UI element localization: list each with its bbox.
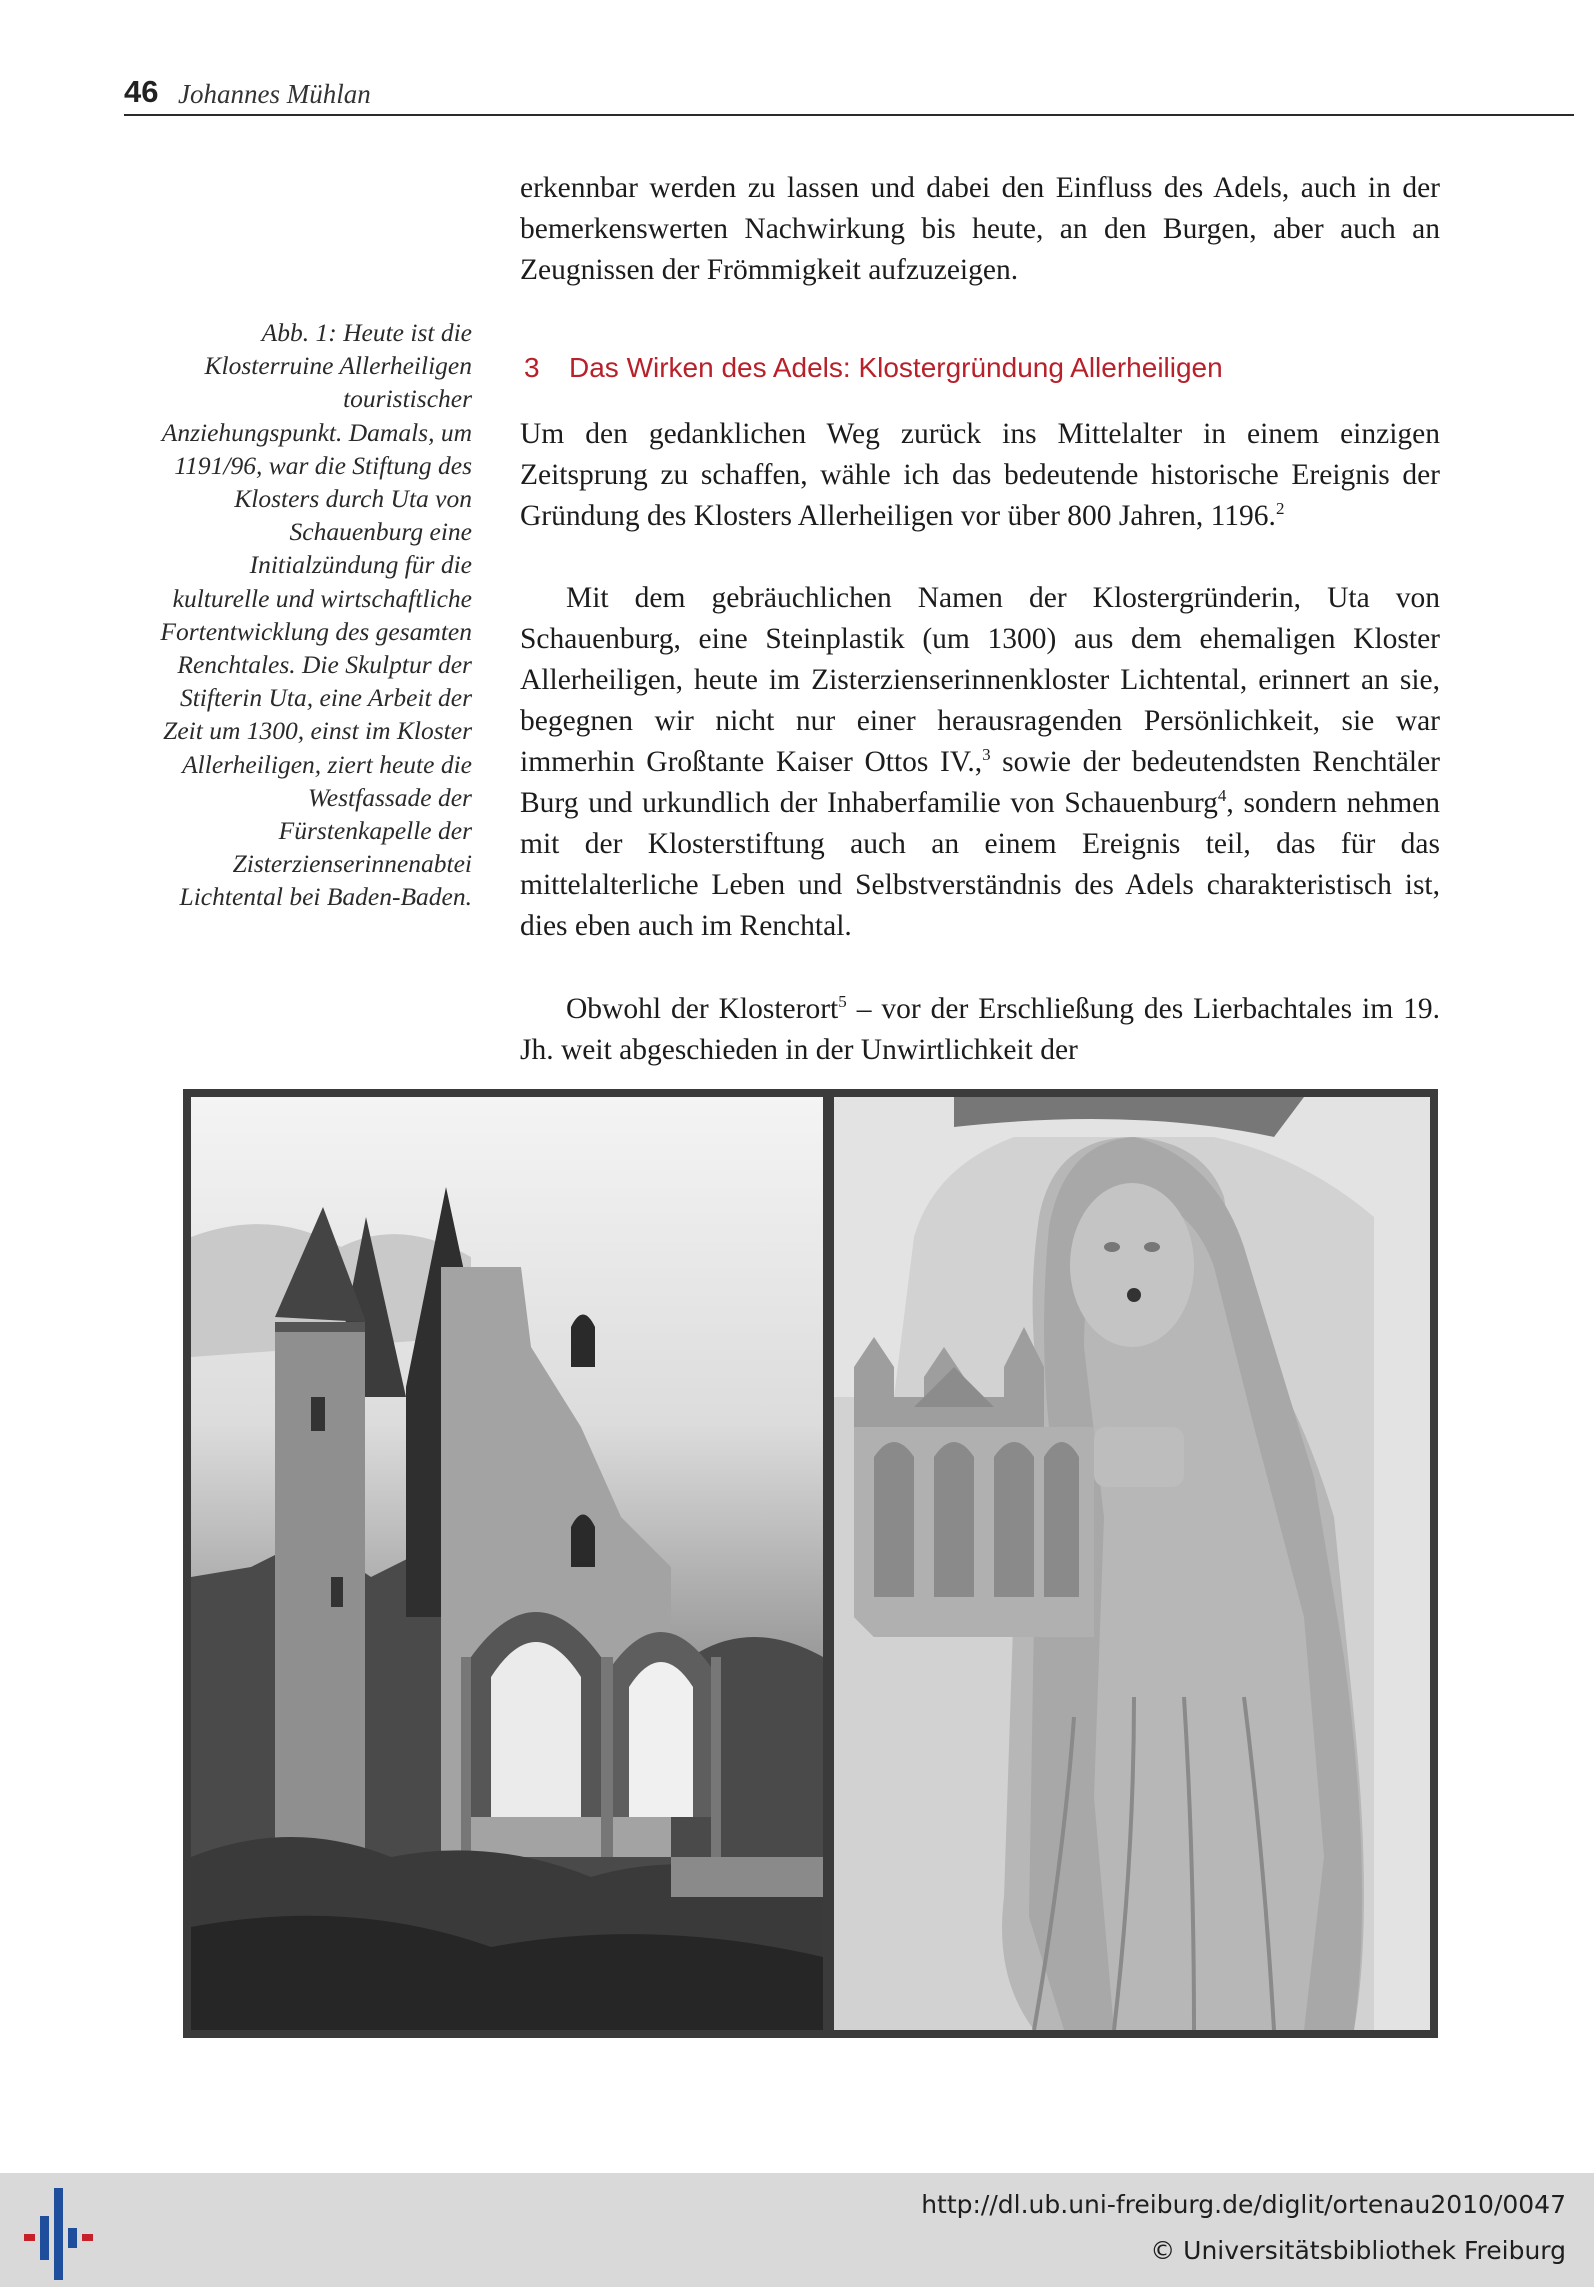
body-paragraph-1 [520, 414, 1440, 537]
photo-monastery-ruin [191, 1097, 823, 2030]
header-rule [124, 114, 1574, 116]
figure-abb-1 [183, 1089, 1438, 2038]
section-number: 3 [524, 352, 540, 383]
page-number: 46 [124, 74, 159, 109]
intro-text: erkennbar werden zu lassen und dabei den Einfluss des Adels, auch in der bemerkenswerten Nachwirkung bis heute, an den Burgen, aber auch an Zeugnissen der Frömmigkeit aufzuzeigen. [520, 172, 1440, 286]
footnote-ref-5[interactable]: 5 [838, 992, 847, 1011]
paragraph-2-text-a: Mit dem gebräuchlichen Namen der Klostergründerin, Uta von Schauenburg, eine Steinplastik (um 1300) aus dem ehemaligen Kloster Allerheiligen, heute im Zisterzienserinnenkloster Lichtental, erinnert an sie, begegnen wir nicht nur einer herausragenden Persönlichkeit, sie war immerhin Großtante Kaiser Ottos IV., [520, 582, 1440, 778]
paragraph-2-text-b: sowie der bedeutendsten Renchtäler Burg und urkundlich der Inhaberfamilie von Schauenburg [520, 746, 1440, 819]
body-paragraph-3 [520, 989, 1440, 1071]
figure-caption: Abb. 1: Heute ist die Klosterruine Allerheiligen touristischer Anziehungspunkt. Damals, um 1191/96, war die Stiftung des Klosters durch Uta von Schauenburg eine Initialzündung für die kulturelle und wirtschaftliche Fortentwicklung des gesamten Renchtales. Die Skulptur der Stifterin Uta, eine Arbeit der Zeit um 1300, einst im Kloster Allerheiligen, ziert heute die Westfassade der Fürstenkapelle der Zisterzienserinnenabtei Lichtental bei Baden-Baden. [160, 318, 472, 912]
footnote-ref-2[interactable]: 2 [1275, 499, 1285, 518]
running-head-author: Johannes Mühlan [178, 79, 371, 109]
paragraph-2-text-c: , sondern nehmen mit der Klosterstiftung auch an einem Ereignis teil, das für das mittelalterliche Leben und Selbstverständnis des Adels charakteristisch ist, dies eben auch im Renchtal. [520, 787, 1440, 942]
photo-uta-sculpture [834, 1097, 1430, 2030]
paragraph-3-text-a: Obwohl der Klosterort [566, 993, 839, 1025]
footer-url-link[interactable]: http://dl.ub.uni-freiburg.de/diglit/ortenau2010/0047 [921, 2190, 1566, 2219]
body-paragraph-2 [520, 578, 1440, 947]
footer-copyright: © Universitätsbibliothek Freiburg [1150, 2236, 1566, 2265]
footnote-ref-4[interactable]: 4 [1217, 786, 1227, 805]
paragraph-3-text-b: – vor der Erschließung des Lierbachtales im 19. Jh. weit abgeschieden in der Unwirtlichkeit der [520, 993, 1440, 1066]
ub-freiburg-logo-icon [20, 2188, 100, 2280]
footnote-ref-3[interactable]: 3 [982, 745, 991, 764]
intro-paragraph [520, 168, 1440, 291]
paragraph-1-text: Um den gedanklichen Weg zurück ins Mittelalter in einem einzigen Zeitsprung zu schaffen, wähle ich das bedeutende historische Ereignis der Gründung des Klosters Allerheiligen vor über 800 Jahren, 1196. [520, 418, 1440, 532]
section-title: Das Wirken des Adels: Klostergründung Allerheiligen [569, 352, 1223, 383]
section-heading [524, 352, 1223, 384]
